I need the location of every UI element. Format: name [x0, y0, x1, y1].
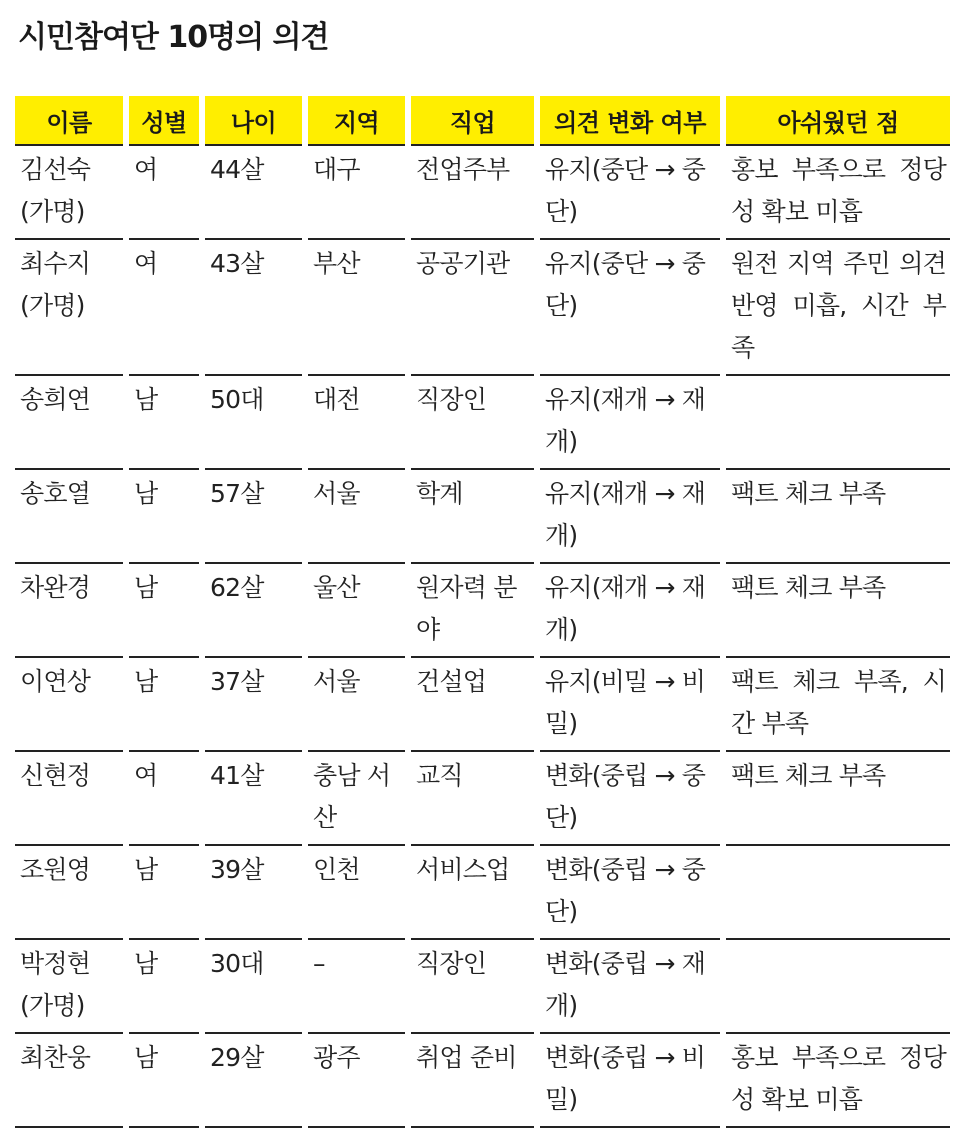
cell-regret: 팩트 체크 부족: [726, 470, 950, 564]
cell-region: 울산: [308, 564, 405, 658]
cell-regret: [726, 940, 950, 1034]
cell-job: 서비스업: [411, 846, 534, 940]
cell-age: 44살: [205, 146, 302, 240]
table-row: [15, 752, 950, 846]
cell-job: 취업 준비: [411, 1034, 534, 1128]
cell-opinion-change: 유지(재개 → 재개): [540, 564, 720, 658]
cell-opinion-change: 유지(비밀 → 비밀): [540, 658, 720, 752]
cell-region: 서울: [308, 470, 405, 564]
cell-job: 직장인: [411, 376, 534, 470]
cell-age: 29살: [205, 1034, 302, 1128]
cell-regret: 팩트 체크 부족: [726, 564, 950, 658]
cell-regret: 원전 지역 주민 의견 반영 미흡, 시간 부족: [726, 240, 950, 376]
header-region: 지역: [308, 96, 405, 146]
cell-gender: 남: [129, 1034, 199, 1128]
header-age: 나이: [205, 96, 302, 146]
table-row: [15, 470, 950, 564]
cell-regret: 홍보 부족으로 정당성 확보 미흡: [726, 146, 950, 240]
header-regret: 아쉬웠던 점: [726, 96, 950, 146]
cell-region: 서울: [308, 658, 405, 752]
cell-gender: 여: [129, 240, 199, 376]
cell-name: 최수지 (가명): [15, 240, 123, 376]
cell-name: 최찬웅: [15, 1034, 123, 1128]
table-body: [15, 146, 950, 1128]
cell-region: 충남 서산: [308, 752, 405, 846]
cell-age: 41살: [205, 752, 302, 846]
cell-opinion-change: 유지(재개 → 재개): [540, 376, 720, 470]
cell-regret: 팩트 체크 부족: [726, 752, 950, 846]
cell-opinion-change: 변화(중립 → 중단): [540, 752, 720, 846]
cell-job: 공공기관: [411, 240, 534, 376]
page-title: 시민참여단 10명의 의견: [18, 20, 329, 55]
cell-name: 차완경: [15, 564, 123, 658]
cell-job: 직장인: [411, 940, 534, 1034]
cell-region: 인천: [308, 846, 405, 940]
cell-opinion-change: 유지(재개 → 재개): [540, 470, 720, 564]
table-header-row: [15, 96, 950, 146]
cell-regret: 홍보 부족으로 정당성 확보 미흡: [726, 1034, 950, 1128]
cell-name: 신현정: [15, 752, 123, 846]
cell-name: 조원영: [15, 846, 123, 940]
table-row: [15, 564, 950, 658]
cell-age: 50대: [205, 376, 302, 470]
cell-region: 대전: [308, 376, 405, 470]
cell-regret: [726, 846, 950, 940]
cell-age: 39살: [205, 846, 302, 940]
cell-gender: 남: [129, 564, 199, 658]
cell-gender: 여: [129, 752, 199, 846]
cell-job: 학계: [411, 470, 534, 564]
table-row: [15, 940, 950, 1034]
cell-region: –: [308, 940, 405, 1034]
table-row: [15, 376, 950, 470]
cell-region: 대구: [308, 146, 405, 240]
header-gender: 성별: [129, 96, 199, 146]
opinion-table: [15, 96, 950, 1128]
header-name: 이름: [15, 96, 123, 146]
cell-region: 광주: [308, 1034, 405, 1128]
cell-opinion-change: 변화(중립 → 비밀): [540, 1034, 720, 1128]
table-row: [15, 1034, 950, 1128]
cell-name: 송호열: [15, 470, 123, 564]
cell-gender: 여: [129, 146, 199, 240]
cell-regret: 팩트 체크 부족, 시간 부족: [726, 658, 950, 752]
header-opinion-change: 의견 변화 여부: [540, 96, 720, 146]
cell-age: 30대: [205, 940, 302, 1034]
header-job: 직업: [411, 96, 534, 146]
cell-age: 62살: [205, 564, 302, 658]
cell-opinion-change: 유지(중단 → 중단): [540, 146, 720, 240]
cell-job: 전업주부: [411, 146, 534, 240]
cell-name: 송희연: [15, 376, 123, 470]
table-row: [15, 146, 950, 240]
table-row: [15, 658, 950, 752]
cell-name: 이연상: [15, 658, 123, 752]
cell-gender: 남: [129, 376, 199, 470]
cell-gender: 남: [129, 846, 199, 940]
table-row: [15, 846, 950, 940]
cell-opinion-change: 유지(중단 → 중단): [540, 240, 720, 376]
cell-job: 원자력 분야: [411, 564, 534, 658]
cell-region: 부산: [308, 240, 405, 376]
cell-gender: 남: [129, 940, 199, 1034]
cell-opinion-change: 변화(중립 → 재개): [540, 940, 720, 1034]
cell-age: 57살: [205, 470, 302, 564]
cell-name: 김선숙 (가명): [15, 146, 123, 240]
cell-age: 37살: [205, 658, 302, 752]
cell-gender: 남: [129, 658, 199, 752]
cell-name: 박정현 (가명): [15, 940, 123, 1034]
table-row: [15, 240, 950, 376]
cell-age: 43살: [205, 240, 302, 376]
cell-opinion-change: 변화(중립 → 중단): [540, 846, 720, 940]
cell-job: 건설업: [411, 658, 534, 752]
cell-gender: 남: [129, 470, 199, 564]
cell-regret: [726, 376, 950, 470]
cell-job: 교직: [411, 752, 534, 846]
